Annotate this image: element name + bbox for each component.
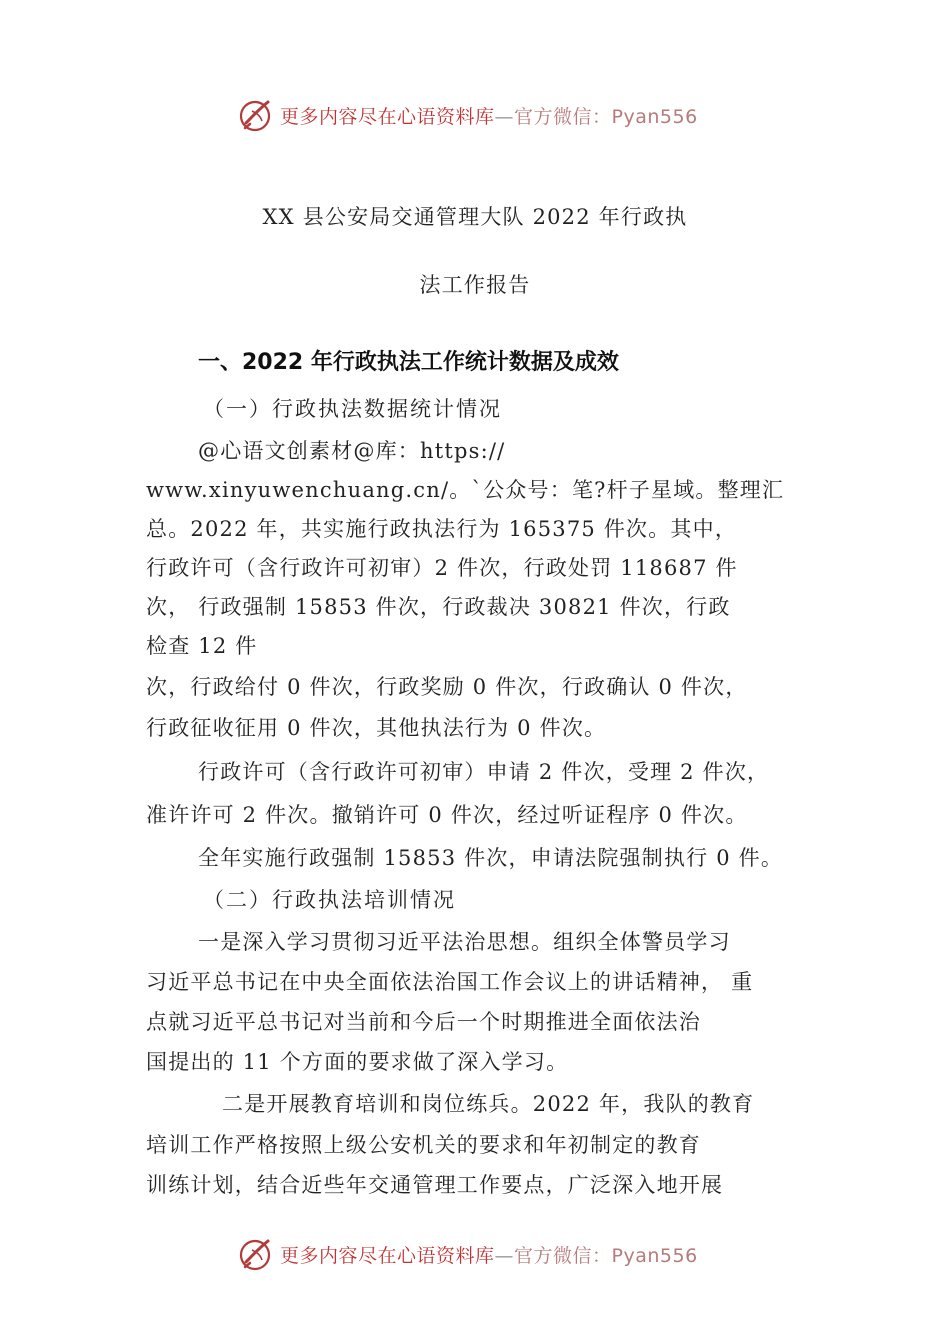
footer-watermark [0,1234,950,1274]
brush-logo-icon [238,1236,274,1272]
paragraph-line: 二是开展教育培训和岗位练兵。2022 年，我队的教育 [222,1092,755,1116]
watermark-text [280,1241,698,1268]
paragraph-line: 点就习近平总书记对当前和今后一个时期推进全面依法治 [146,1010,701,1034]
paragraph-line: @心语文创素材@库：https:// [198,439,506,463]
paragraph-line: 检查 12 件 [146,634,258,658]
watermark-dash: — [494,1245,515,1267]
paragraph-line: 行政许可（含行政许可初审）申请 2 件次，受理 2 件次， [198,760,770,784]
document-title [0,183,950,319]
section-heading: 一、2022 年行政执法工作统计数据及成效 [198,350,619,375]
paragraph-line: 国提出的 11 个方面的要求做了深入学习。 [146,1050,569,1074]
watermark-account-label: 官方微信： [514,106,612,128]
watermark-dash: — [494,106,515,128]
paragraph-line: 总。2022 年，共实施行政执法行为 165375 件次。其中， [146,517,738,541]
paragraph-line: 训练计划，结合近些年交通管理工作要点，广泛深入地开展 [146,1173,724,1197]
subsection-heading-1: （一）行政执法数据统计情况 [203,397,502,421]
watermark-account-label: 官方微信： [514,1245,612,1267]
watermark-account: Pyan556 [611,1245,698,1267]
paragraph-line: 次， 行政强制 15853 件次，行政裁决 30821 件次，行政 [146,595,731,619]
watermark-brand: 更多内容尽在心语资料库 [280,1245,495,1267]
paragraph-line: 培训工作严格按照上级公安机关的要求和年初制定的教育 [146,1133,701,1157]
title-line-1: XX 县公安局交通管理大队 2022 年行政执 [262,205,688,229]
paragraph-line: 一是深入学习贯彻习近平法治思想。组织全体警员学习 [198,930,731,954]
title-line-2: 法工作报告 [419,273,531,297]
paragraph-line: 行政许可（含行政许可初审）2 件次，行政处罚 118687 件 [146,556,738,580]
subsection-heading-2: （二）行政执法培训情况 [203,888,456,912]
watermark-account: Pyan556 [611,106,698,128]
paragraph-line: www.xinyuwenchuang.cn/。`公众号：笔?杆子星域。整理汇 [146,478,785,502]
watermark-text [280,102,698,129]
watermark-brand: 更多内容尽在心语资料库 [280,106,495,128]
paragraph-line: 行政征收征用 0 件次，其他执法行为 0 件次。 [146,716,607,740]
brush-logo-icon [238,97,274,133]
paragraph-line: 全年实施行政强制 15853 件次，申请法院强制执行 0 件。 [198,846,784,870]
paragraph-line: 习近平总书记在中央全面依法治国工作会议上的讲话精神， 重 [146,970,754,994]
paragraph-line: 准许许可 2 件次。撤销许可 0 件次，经过听证程序 0 件次。 [146,803,748,827]
header-watermark [0,95,950,135]
paragraph-line: 次，行政给付 0 件次，行政奖励 0 件次，行政确认 0 件次， [146,675,748,699]
